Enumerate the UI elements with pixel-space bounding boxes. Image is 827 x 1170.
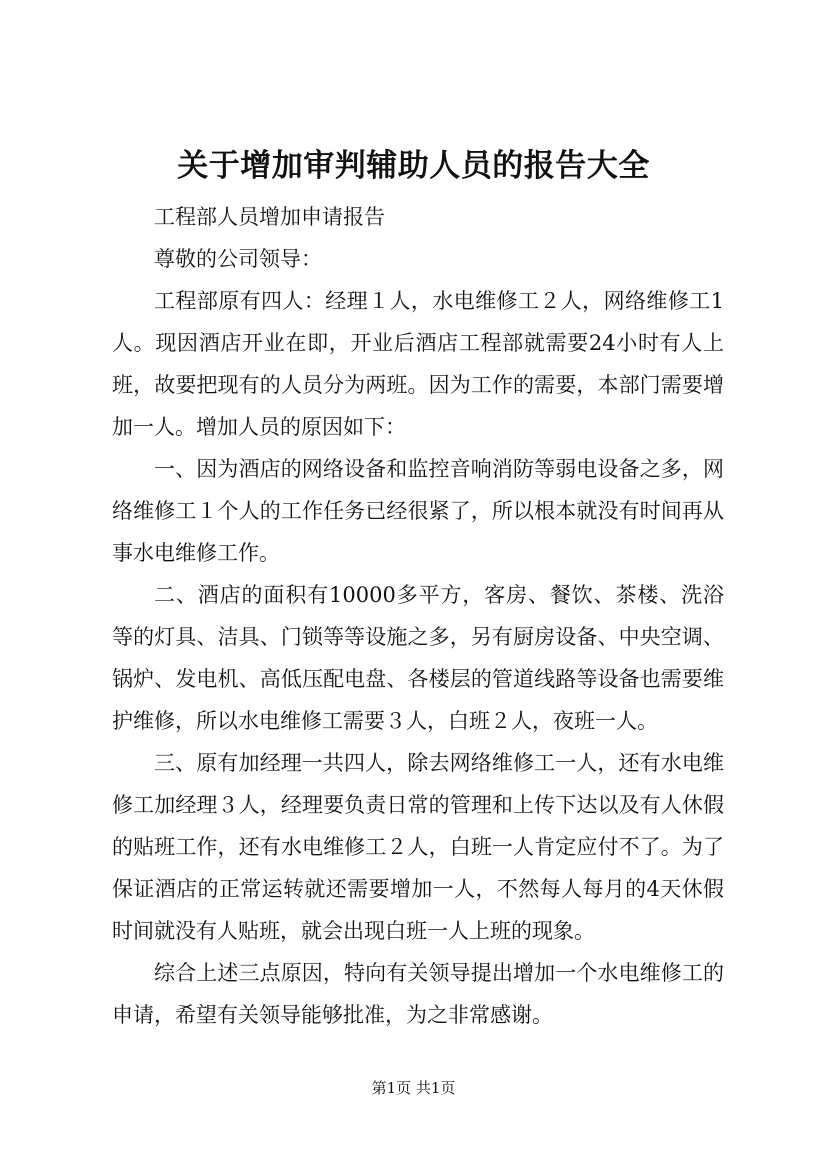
paragraph-reason-2: 二、酒店的面积有10000多平方，客房、餐饮、茶楼、洗浴等的灯具、洁具、门锁等等设施之多，另有厨房设备、中央空调、锅炉、发电机、高低压配电盘、各楼层的管道线路等设备也需要维护维修，所以水电维修工需要３人，白班２人，夜班一人。 — [112, 583, 724, 733]
page-footer: 第1页 共1页 — [371, 1079, 456, 1097]
paragraph-salutation: 尊敬的公司领导： — [154, 247, 322, 271]
paragraph-reason-3: 三、原有加经理一共四人，除去网络维修工一人，还有水电维修工加经理３人，经理要负责日常的管理和上传下达以及有人休假的贴班工作，还有水电维修工２人，白班一人肯定应付不了。为了保证酒店的正常运转就还需要增加一人，不然每人每月的4天休假时间就没有人贴班，就会出现白班一人上班的现象。 — [112, 751, 724, 943]
document-body — [112, 196, 724, 1036]
paragraph-conclusion: 综合上述三点原因，特向有关领导提出增加一个水电维修工的申请，希望有关领导能够批准，为之非常感谢。 — [112, 961, 724, 1027]
document-title: 关于增加审判辅助人员的报告大全 — [177, 148, 650, 184]
paragraph-subtitle: 工程部人员增加申请报告 — [154, 205, 385, 229]
paragraph-intro: 工程部原有四人：经理１人，水电维修工２人，网络维修工1人。现因酒店开业在即，开业后酒店工程部就需要24小时有人上班，故要把现有的人员分为两班。因为工作的需要，本部门需要增加一人。增加人员的原因如下： — [112, 289, 724, 439]
paragraph-reason-1: 一、因为酒店的网络设备和监控音响消防等弱电设备之多，网络维修工１个人的工作任务已经很紧了，所以根本就没有时间再从事水电维修工作。 — [112, 457, 724, 565]
